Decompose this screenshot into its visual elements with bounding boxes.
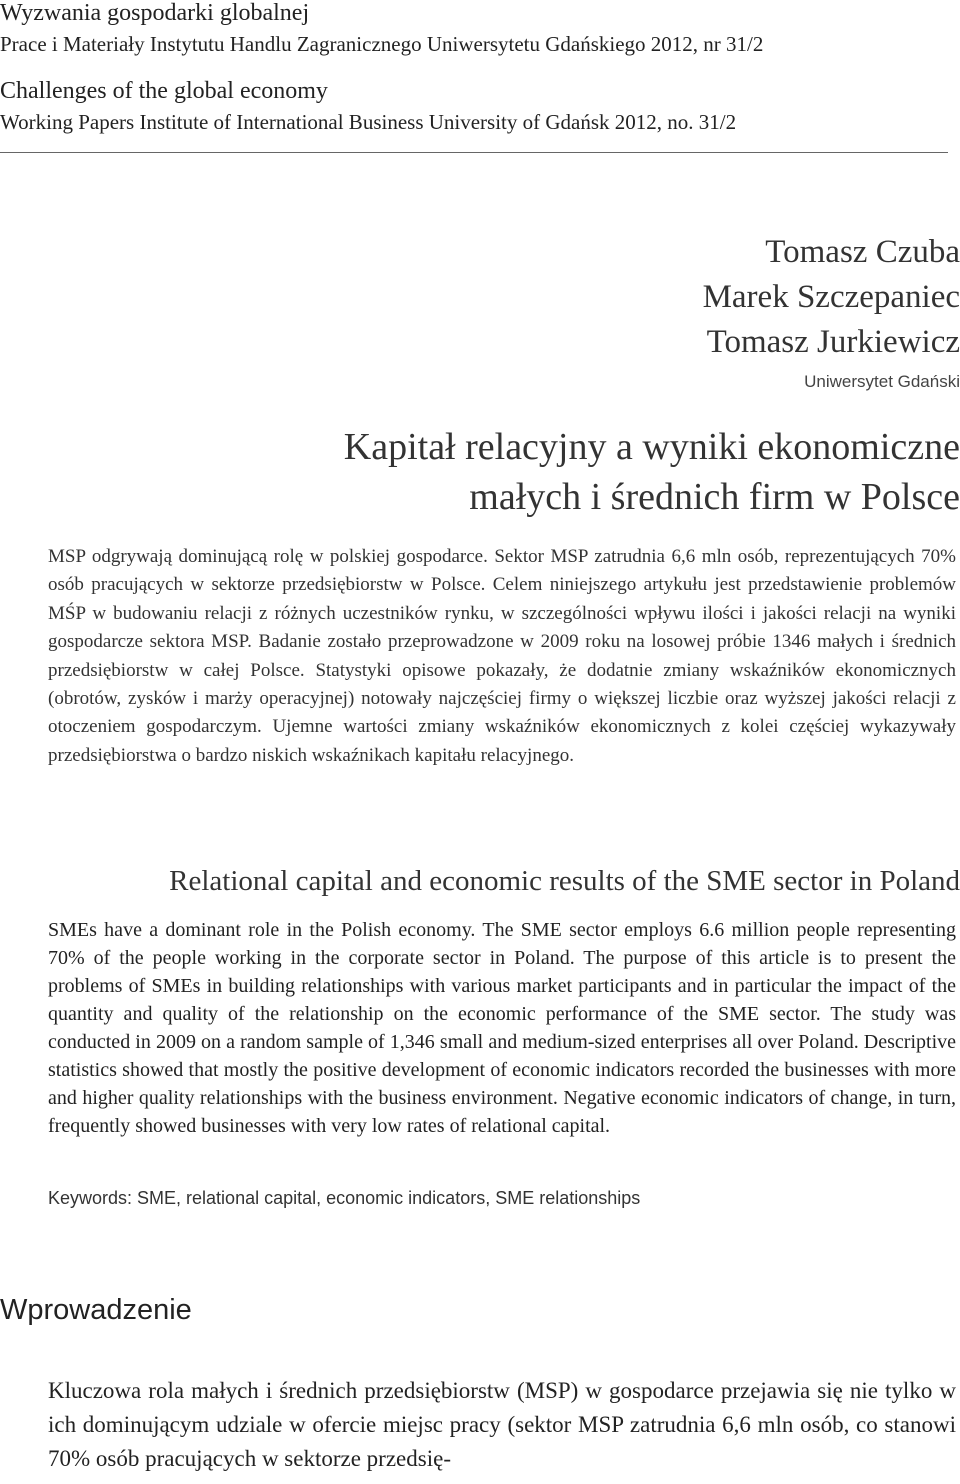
- journal-title-en: Challenges of the global economy: [0, 78, 328, 104]
- author-affiliation: Uniwersytet Gdański: [804, 372, 960, 391]
- article-title-pl-line: Kapitał relacyjny a wyniki ekonomiczne: [343, 426, 960, 468]
- author-name: Marek Szczepaniec: [702, 279, 960, 315]
- abstract-pl: MSP odgrywają dominującą rolę w polskiej gospodarce. Sektor MSP zatrudnia 6,6 mln osób, reprezentujących 70% osób pracujących w sektorze przedsiębiorstw w Polsce. Celem niniejszego artykułu jest przedstawienie problemów MŚP w budowaniu relacji z różnych uczestników rynku, w szczególności wpływu ilości i jakości relacji na wyniki gospodarcze sektora MSP. Badanie zostało przeprowadzone w 2009 roku na losowej próbie 1346 małych i średnich przedsiębiorstw w całej Polsce. Statystyki opisowe pokazały, że dodatnie zmiany wskaźników ekonomicznych (obrotów, zysków i marży operacyjnej) notowały najczęściej firmy o większej liczbie oraz wyższej jakości relacji z otoczeniem gospodarczym. Ujemne wartości zmiany wskaźników ekonomicznych z kolei częściej wykazywały przedsiębiorstwa o bardzo niskich wskaźnikach kapitału relacyjnego.: [48, 546, 956, 766]
- section-heading: Wprowadzenie: [0, 1294, 192, 1326]
- author-block: [703, 230, 960, 397]
- article-title-pl-line: małych i średnich firm w Polsce: [469, 476, 960, 518]
- header-divider: [0, 152, 948, 153]
- intro-paragraph: Kluczowa rola małych i średnich przedsiębiorstw (MSP) w gospodarce przejawia się nie tylko w ich dominującym udziale w ofercie miejsc pracy (sektor MSP zatrudnia 6,6 mln osób, co stanowi 70% osób pracujących w sektorze przedsię-: [48, 1378, 956, 1471]
- journal-series-pl: Prace i Materiały Instytutu Handlu Zagranicznego Uniwersytetu Gdańskiego 2012, nr 31/2: [0, 32, 764, 56]
- journal-series-en: Working Papers Institute of International Business University of Gdańsk 2012, no. 31/2: [0, 110, 737, 134]
- abstract-en: SMEs have a dominant role in the Polish economy. The SME sector employs 6.6 million people representing 70% of the people working in the corporate sector in Poland. The purpose of this article is to present the problems of SMEs in building relationships with various market participants and in particular the impact of the quantity and quality of the relationship on the economic performance of the SME sector. The study was conducted in 2009 on a random sample of 1,346 small and medium-sized enterprises all over Poland. Descriptive statistics showed that mostly the positive development of economic indicators recorded the businesses with more and higher quality relationships with the business environment. Negative economic indicators of change, in turn, frequently showed businesses with very low rates of relational capital.: [48, 919, 956, 1137]
- keywords: Keywords: SME, relational capital, economic indicators, SME relationships: [48, 1188, 641, 1208]
- journal-title-pl: Wyzwania gospodarki globalnej: [0, 0, 310, 26]
- author-name: Tomasz Czuba: [765, 234, 960, 270]
- article-title-en: Relational capital and economic results of the SME sector in Poland: [169, 865, 960, 897]
- article-title-pl: [344, 422, 960, 522]
- author-name: Tomasz Jurkiewicz: [706, 324, 960, 360]
